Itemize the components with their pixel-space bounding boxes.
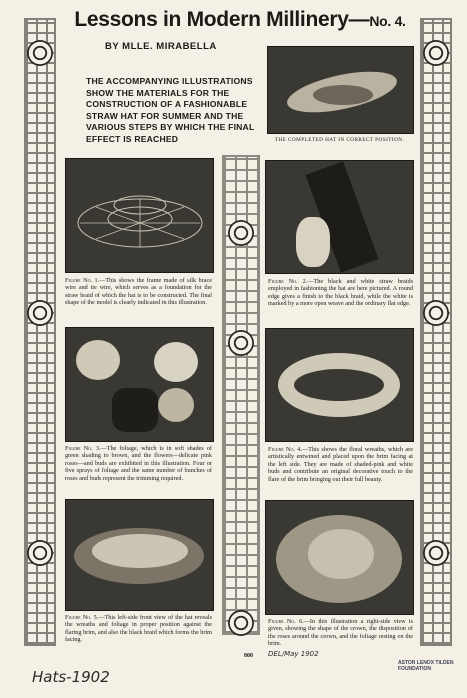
page-number: 800 (244, 653, 253, 659)
figure-2-photo (265, 160, 414, 274)
intro-paragraph: THE ACCOMPANYING ILLUSTRATIONS SHOW THE MATERIALS FOR THE CONSTRUCTION OF A FASHIONABLE STRAW HAT FOR SUMMER AND THE VARIOUS STEPS BY WHICH THE FINAL EFFECT IS REACHED (86, 76, 255, 144)
figure-6-photo (265, 500, 414, 615)
figure-2-caption: Figure No. 2.—The black and white straw braids employed in fashioning the hat are here pictured. A round edge gives a finish to the black braid, while the white is marked by a more open weave and the ordinary flat edge. (268, 278, 413, 308)
byline: BY MLLE. MIRABELLA (105, 41, 217, 52)
figure-3-photo (65, 327, 214, 442)
figure-1-photo (65, 158, 214, 273)
flower-ornament-icon (423, 300, 449, 326)
figure-5-caption: Figure No. 5.—This left-side front view of the hat reveals the wreaths and foliage in proper position against the flaring brim, and also the black braid which forms the brim facing. (65, 614, 212, 644)
flower-ornament-icon (27, 40, 53, 66)
flower-ornament-icon (27, 300, 53, 326)
figure-1-caption: Figure No. 1.—This shows the frame made of silk brace wire and tie wire, which serves as a foundation for the straw braid of which the hat is to be constructed. The final shape of the model is clearly indicated in this illustration. (65, 277, 212, 307)
completed-hat-photo (267, 46, 414, 134)
flower-ornament-icon (228, 220, 254, 246)
date-stamp: DEL/May 1902 (268, 650, 319, 658)
flower-ornament-icon (228, 330, 254, 356)
handwritten-note: Hats-1902 (32, 668, 110, 686)
completed-hat-caption: THE COMPLETED HAT IN CORRECT POSITION. (274, 137, 405, 143)
flower-ornament-icon (423, 540, 449, 566)
flower-ornament-icon (228, 610, 254, 636)
figure-4-photo (265, 328, 414, 442)
figure-5-photo (65, 499, 214, 611)
figure-3-caption: Figure No. 3.—The foliage, which is in soft shades of green shading to brown, and the flowers—delicate pink roses—and buds are exhibited in this illustration. Four or five sprays of foliage and the same number of bunches of roses and buds represent the trimming required. (65, 445, 212, 482)
flower-ornament-icon (27, 540, 53, 566)
figure-6-caption: Figure No. 6.—In this illustration a right-side view is given, showing the shape of the crown, the disposition of the roses around the crown, and the foliage resting on the brim. (268, 618, 413, 648)
flower-ornament-icon (423, 40, 449, 66)
page-title: Lessons in Modern Millinery—No. 4. (74, 8, 406, 31)
figure-4-caption: Figure No. 4.—This shows the floral wreaths, which are artistically entwined and placed upon the brim facing at the left side. They are made of shaded-pink and white buds and contribute an original decorative touch to the flare of the brim bringing out their full beauty. (268, 446, 413, 483)
library-stamp: ASTOR LENOX TILDEN FOUNDATION (398, 660, 454, 672)
